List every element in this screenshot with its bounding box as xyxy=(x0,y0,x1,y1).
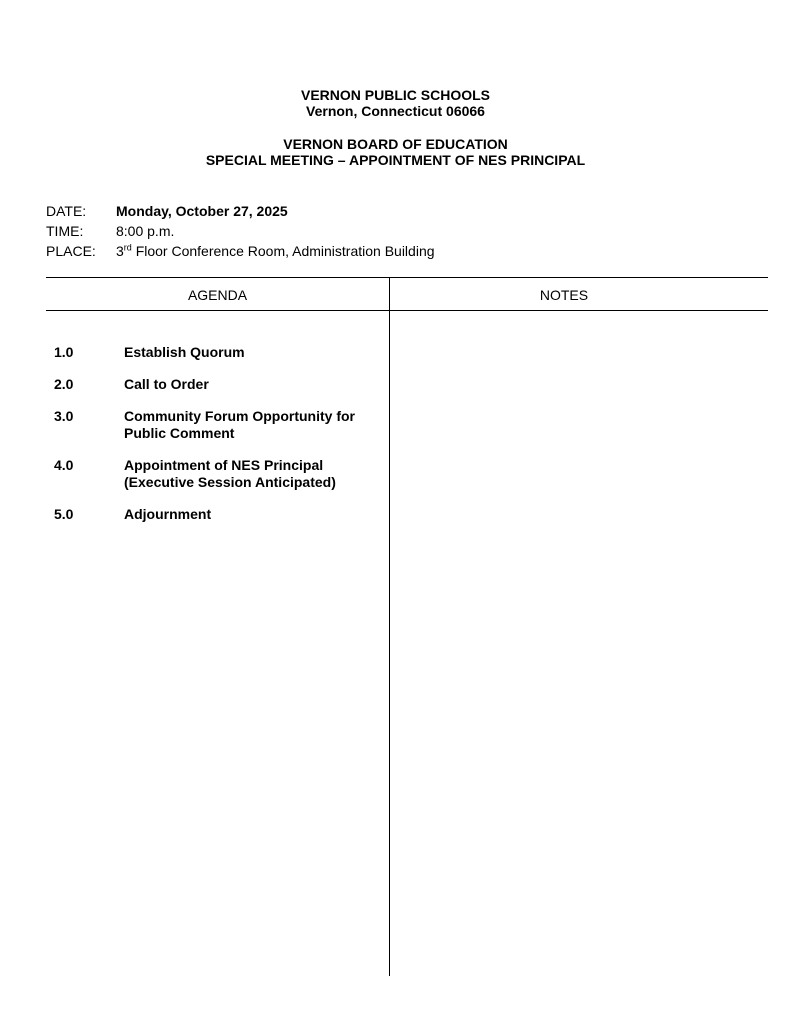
agenda-item-line: Adjournment xyxy=(124,506,212,522)
agenda-item-line: Public Comment xyxy=(124,425,235,441)
agenda-item-number: 3.0 xyxy=(54,408,74,424)
place-value-wrapper xyxy=(116,241,435,261)
date-row xyxy=(46,201,435,221)
meeting-details xyxy=(46,201,435,261)
agenda-item xyxy=(54,376,374,393)
agenda-item-text xyxy=(124,344,374,361)
agenda-item-text xyxy=(124,376,374,393)
place-row xyxy=(46,241,435,261)
organization-address: Vernon, Connecticut 06066 xyxy=(306,103,485,119)
time-row xyxy=(46,221,435,241)
date-label: DATE: xyxy=(46,203,87,219)
organization-name: VERNON PUBLIC SCHOOLS xyxy=(300,87,490,103)
agenda-item xyxy=(54,457,374,491)
agenda-item-text xyxy=(124,506,374,523)
agenda-item-text xyxy=(124,457,374,491)
agenda-item-line: (Executive Session Anticipated) xyxy=(124,474,336,490)
time-label: TIME: xyxy=(46,223,84,239)
agenda-item-text xyxy=(124,408,374,442)
column-divider xyxy=(389,278,390,976)
document-header-meeting xyxy=(0,136,791,168)
agenda-item xyxy=(54,408,374,442)
agenda-item-number: 4.0 xyxy=(54,457,74,473)
agenda-item-line: Establish Quorum xyxy=(124,344,245,360)
date-value: Monday, October 27, 2025 xyxy=(116,203,288,219)
agenda-item xyxy=(54,344,374,361)
place-floor-number: 3 xyxy=(116,243,124,259)
agenda-list xyxy=(54,344,374,538)
notes-column-header: NOTES xyxy=(539,287,589,303)
time-value: 8:00 p.m. xyxy=(116,223,175,239)
place-floor-suffix: rd xyxy=(123,242,132,253)
agenda-item-line: Call to Order xyxy=(124,376,209,392)
place-label: PLACE: xyxy=(46,243,96,259)
place-value: Floor Conference Room, Administration Building xyxy=(131,243,435,259)
agenda-item-number: 1.0 xyxy=(54,344,74,360)
table-top-rule xyxy=(46,277,768,278)
agenda-item-number: 2.0 xyxy=(54,376,74,392)
meeting-title: SPECIAL MEETING – APPOINTMENT OF NES PRINCIPAL xyxy=(205,152,586,168)
board-name: VERNON BOARD OF EDUCATION xyxy=(283,136,508,152)
agenda-item xyxy=(54,506,374,523)
agenda-item-number: 5.0 xyxy=(54,506,74,522)
document-header-organization xyxy=(0,87,791,119)
table-header-rule xyxy=(46,310,768,311)
agenda-column-header: AGENDA xyxy=(187,287,248,303)
agenda-item-line: Appointment of NES Principal xyxy=(124,457,324,473)
agenda-item-line: Community Forum Opportunity for xyxy=(124,408,355,424)
